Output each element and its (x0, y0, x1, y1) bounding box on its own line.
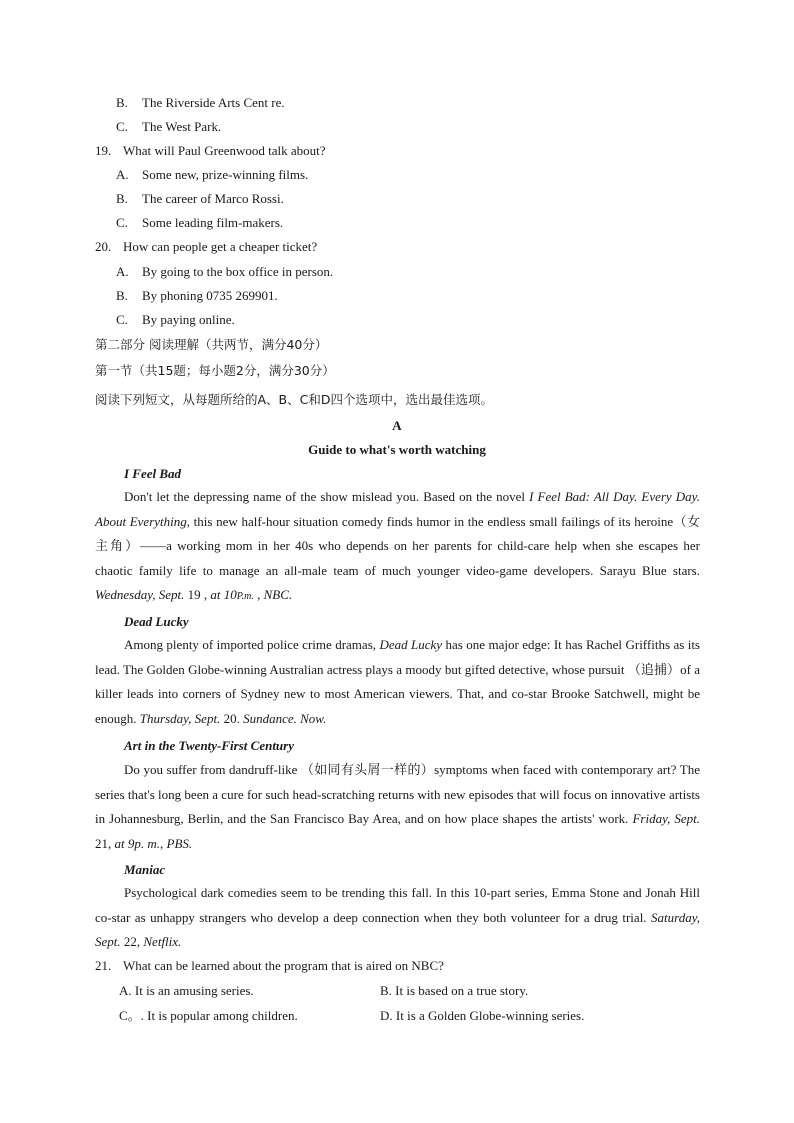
q20-option-c: C. By paying online. (116, 312, 235, 327)
q20-option-b: B. By phoning 0735 269901. (116, 288, 278, 303)
q21-option-b: B. It is based on a true story. (380, 983, 529, 998)
q20-option-a: A. By going to the box office in person. (116, 264, 334, 279)
q19-option-c: C. Some leading film-makers. (116, 215, 284, 230)
part2-heading: 第二部分 阅读理解（共两节，满分40分） (95, 337, 328, 352)
q21-option-d: D. It is a Golden Globe-winning series. (380, 1008, 585, 1023)
q18-option-b: B. The Riverside Arts Cent re. (116, 95, 285, 110)
show-desc-maniac: Psychological dark comedies seem to be trending this fall. In this 10-part series, Emma Stone and Jonah Hill co-star as unhappy strangers who develop a deep connection when they both volunteer for a drug trial. Saturday, Sept. 22, Netflix. (95, 885, 700, 950)
q19-option-a: A. Some new, prize-winning films. (116, 167, 309, 182)
show-title-i-feel-bad: I Feel Bad (124, 466, 182, 481)
show-title-maniac: Maniac (124, 862, 166, 877)
show-desc-i-feel-bad: Don't let the depressing name of the show mislead you. Based on the novel I Feel Bad: All Day. Every Day. About Everything, this new half-hour situation comedy finds humor in the endless small failings of its heroine（女主角）——a working mom in her 40s who depends on her parents for child-care help when she escapes her chaotic family life to manage an all-male team of much younger video-game developers. Sarayu Blue stars. Wednesday, Sept. 19 , at 10P.m. , NBC. (95, 489, 700, 603)
show-desc-dead-lucky: Among plenty of imported police crime dramas, Dead Lucky has one major edge: It has Rachel Griffiths as its lead. The Golden Globe-winning Australian actress plays a moody but gifted detective, whose pursuit （追捕）of a killer leads into corners of Sydney new to most American viewers. That, and co-star Brooke Satchwell, might be enough. Thursday, Sept. 20. Sundance. Now. (95, 637, 700, 726)
reading-instruction: 阅读下列短文，从每题所给的A、B、C和D四个选项中，选出最佳选项。 (95, 392, 493, 407)
q21-option-c: C。. It is popular among children. (119, 1008, 298, 1023)
q20-stem: 20. How can people get a cheaper ticket? (95, 239, 318, 254)
passage-letter: A (392, 418, 402, 433)
show-title-dead-lucky: Dead Lucky (124, 614, 189, 629)
q18-option-c: C. The West Park. (116, 119, 222, 134)
q21-option-a: A. It is an amusing series. (119, 983, 254, 998)
passage-title: Guide to what's worth watching (308, 442, 486, 457)
show-desc-art-21: Do you suffer from dandruff-like （如同有头屑一样的）symptoms when faced with contemporary art? The series that's long been a cure for such head-scratching returns with new episodes that will focus on innovative artists in Johannesburg, Berlin, and the San Francisco Bay Area, and on how place shapes the artists' work. Friday, Sept. 21, at 9p. m., PBS. (95, 762, 701, 851)
section1-heading: 第一节（共15题；每小题2分，满分30分） (95, 363, 335, 378)
q19-stem: 19. What will Paul Greenwood talk about? (95, 143, 326, 158)
show-title-art-21: Art in the Twenty-First Century (124, 738, 294, 753)
q21-stem: 21. What can be learned about the program that is aired on NBC? (95, 958, 444, 973)
q19-option-b: B. The career of Marco Rossi. (116, 191, 284, 206)
